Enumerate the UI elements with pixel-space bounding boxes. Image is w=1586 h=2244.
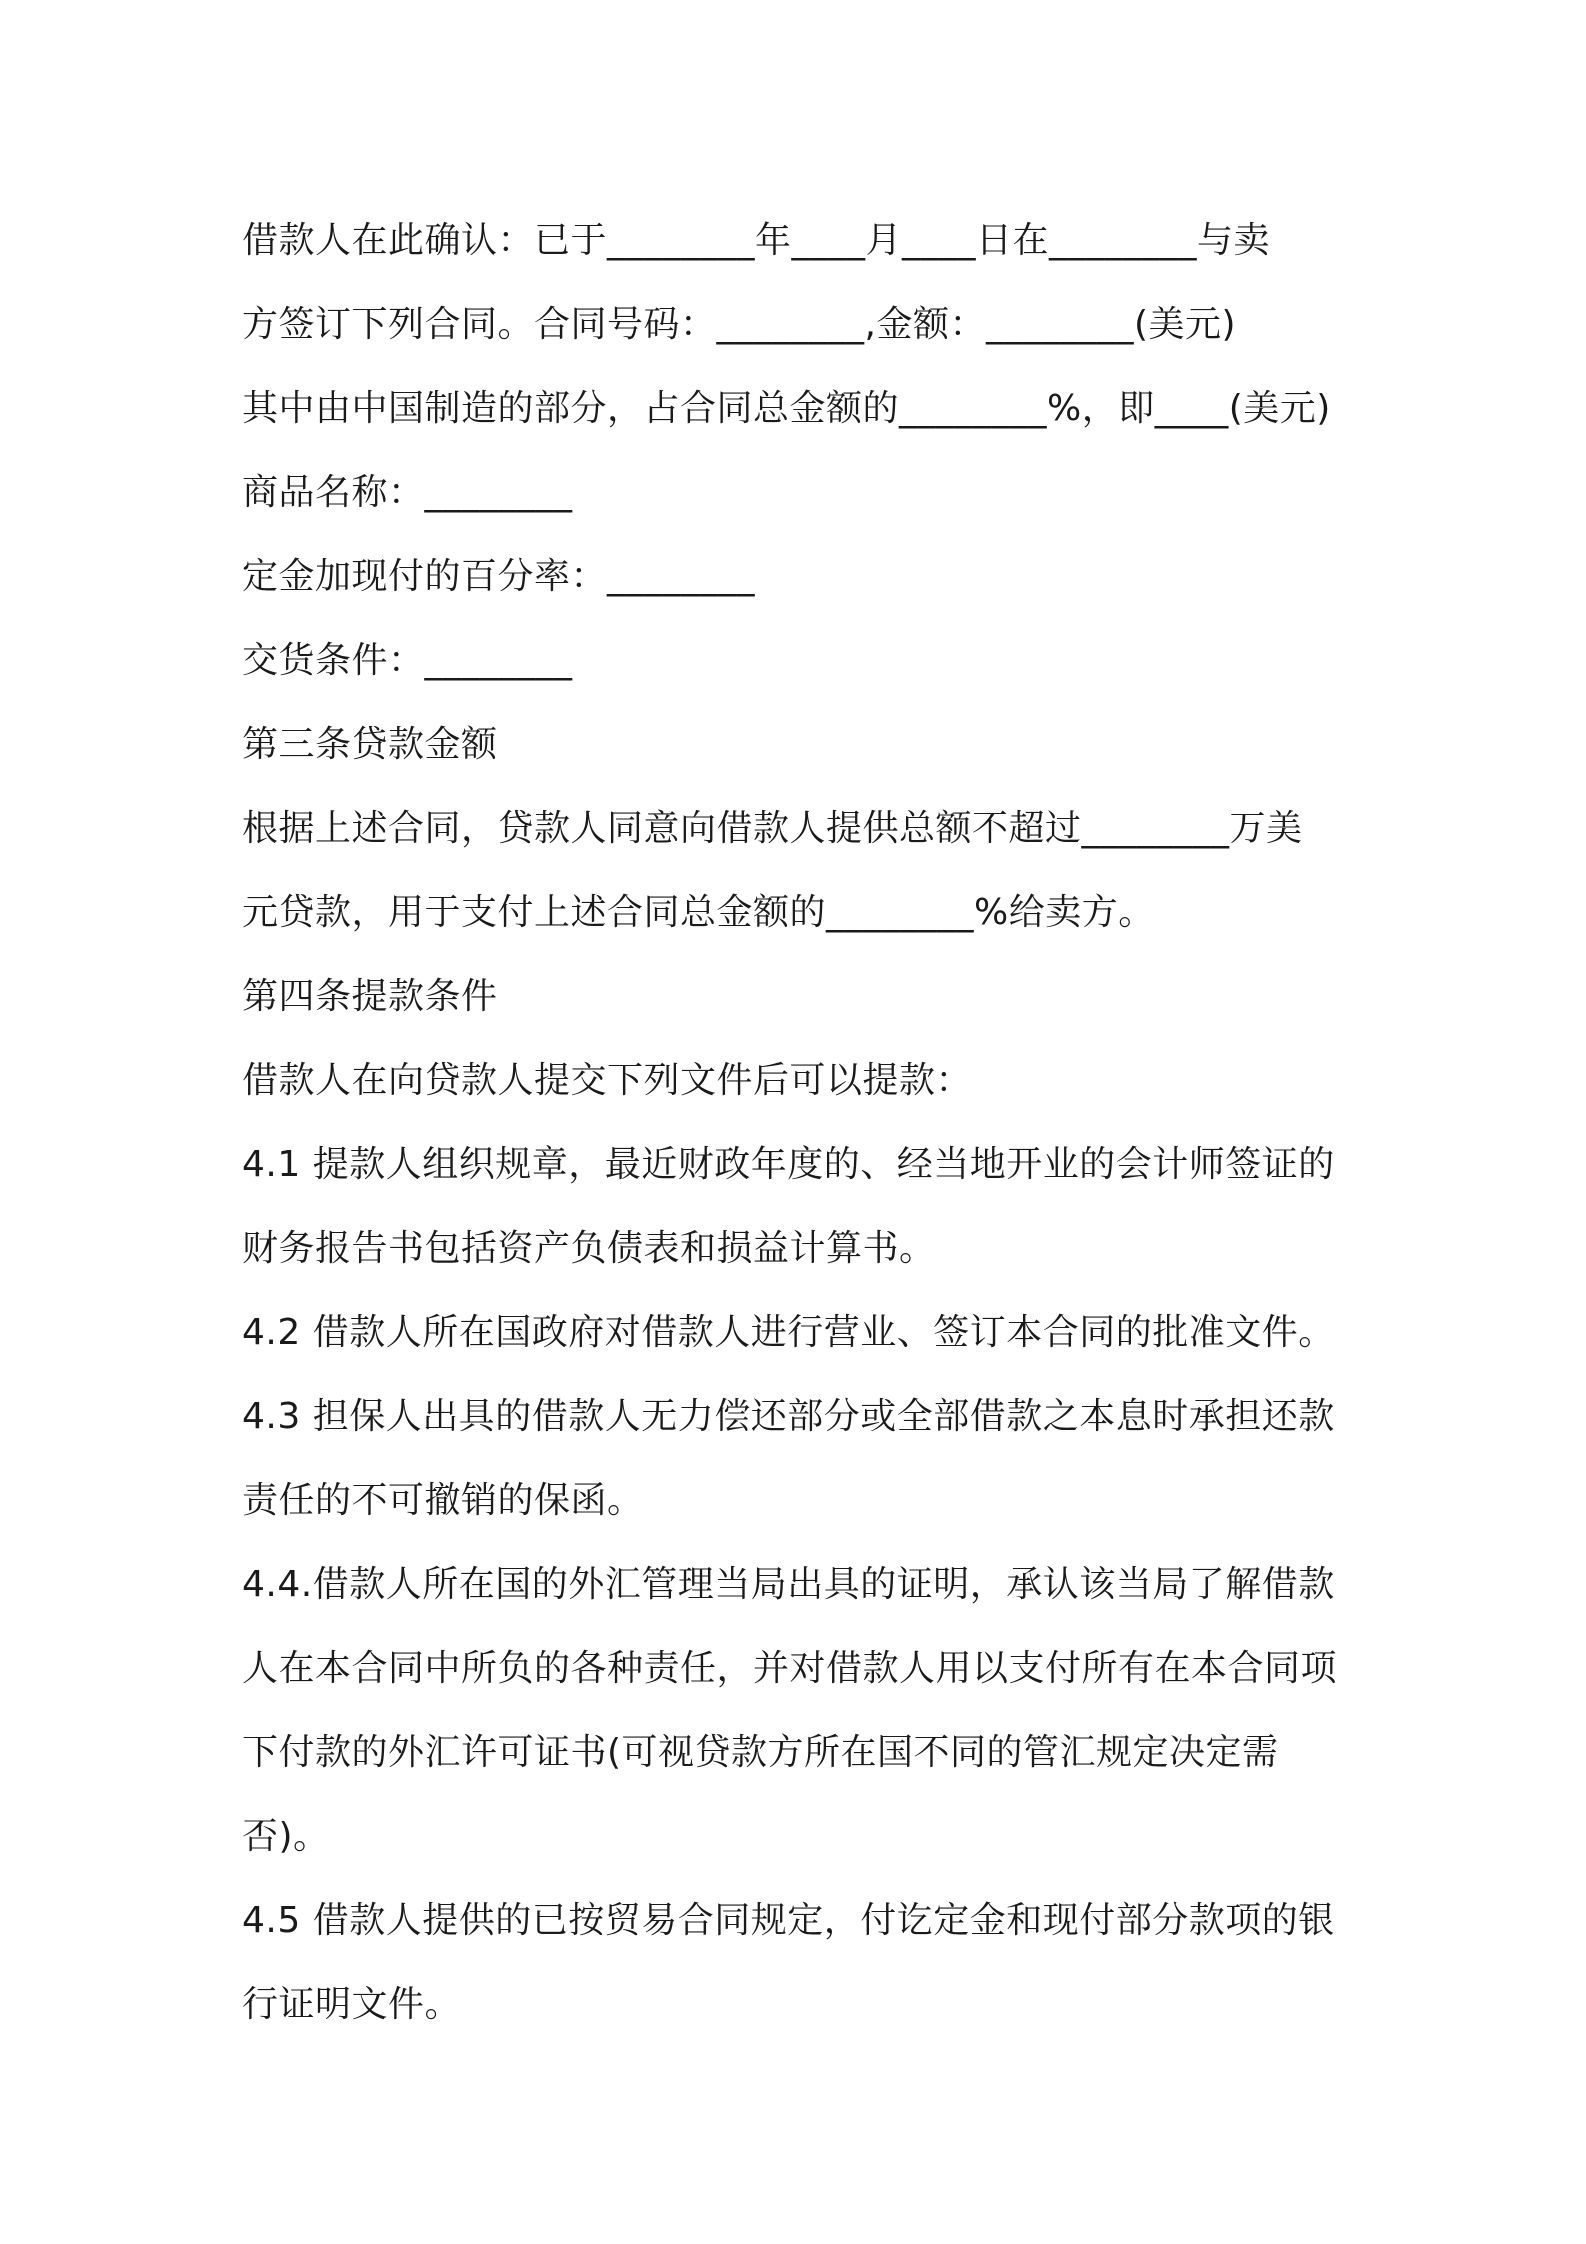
clause-4-3-line-1: 4.3 担保人出具的借款人无力偿还部分或全部借款之本息时承担还款 [242, 1396, 1335, 1437]
withdrawal-intro-line: 借款人在向贷款人提交下列文件后可以提款： [242, 1060, 973, 1101]
deposit-percentage-line: 定金加现付的百分率：________ [242, 556, 756, 597]
clause-4-5-line-2: 行证明文件。 [242, 1984, 462, 2025]
loan-amount-line-2: 元贷款，用于支付上述合同总金额的________%给卖方。 [242, 892, 1155, 933]
clause-4-4-line-2: 人在本合同中所负的各种责任，并对借款人用以支付所有在本合同项 [242, 1648, 1338, 1689]
document-body [242, 199, 1362, 2047]
confirmation-line-2: 方签订下列合同。合同号码：________,金额：________(美元) [242, 304, 1237, 345]
clause-4-5-line-1: 4.5 借款人提供的已按贸易合同规定，付讫定金和现付部分款项的银 [242, 1900, 1335, 1941]
clause-4-1-line-2: 财务报告书包括资产负债表和损益计算书。 [242, 1228, 936, 1269]
loan-amount-line-1: 根据上述合同，贷款人同意向借款人提供总额不超过________万美 [242, 808, 1303, 849]
confirmation-line-3: 其中由中国制造的部分，占合同总金额的________%，即____(美元) [242, 388, 1331, 429]
clause-4-4-line-1: 4.4.借款人所在国的外汇管理当局出具的证明，承认该当局了解借款 [242, 1564, 1335, 1605]
clause-4-4-line-4: 否)。 [242, 1816, 330, 1857]
clause-4-4-line-3: 下付款的外汇许可证书(可视贷款方所在国不同的管汇规定决定需 [242, 1732, 1279, 1773]
commodity-name-line: 商品名称：________ [242, 472, 573, 513]
clause-4-1-line-1: 4.1 提款人组织规章，最近财政年度的、经当地开业的会计师签证的 [242, 1144, 1335, 1185]
confirmation-line-1: 借款人在此确认：已于________年____月____日在________与卖 [242, 220, 1271, 261]
delivery-terms-line: 交货条件：________ [242, 640, 573, 681]
article-3-heading: 第三条贷款金额 [242, 724, 498, 765]
clause-4-2-line: 4.2 借款人所在国政府对借款人进行营业、签订本合同的批准文件。 [242, 1312, 1335, 1353]
clause-4-3-line-2: 责任的不可撤销的保函。 [242, 1480, 644, 1521]
article-4-heading: 第四条提款条件 [242, 976, 498, 1017]
